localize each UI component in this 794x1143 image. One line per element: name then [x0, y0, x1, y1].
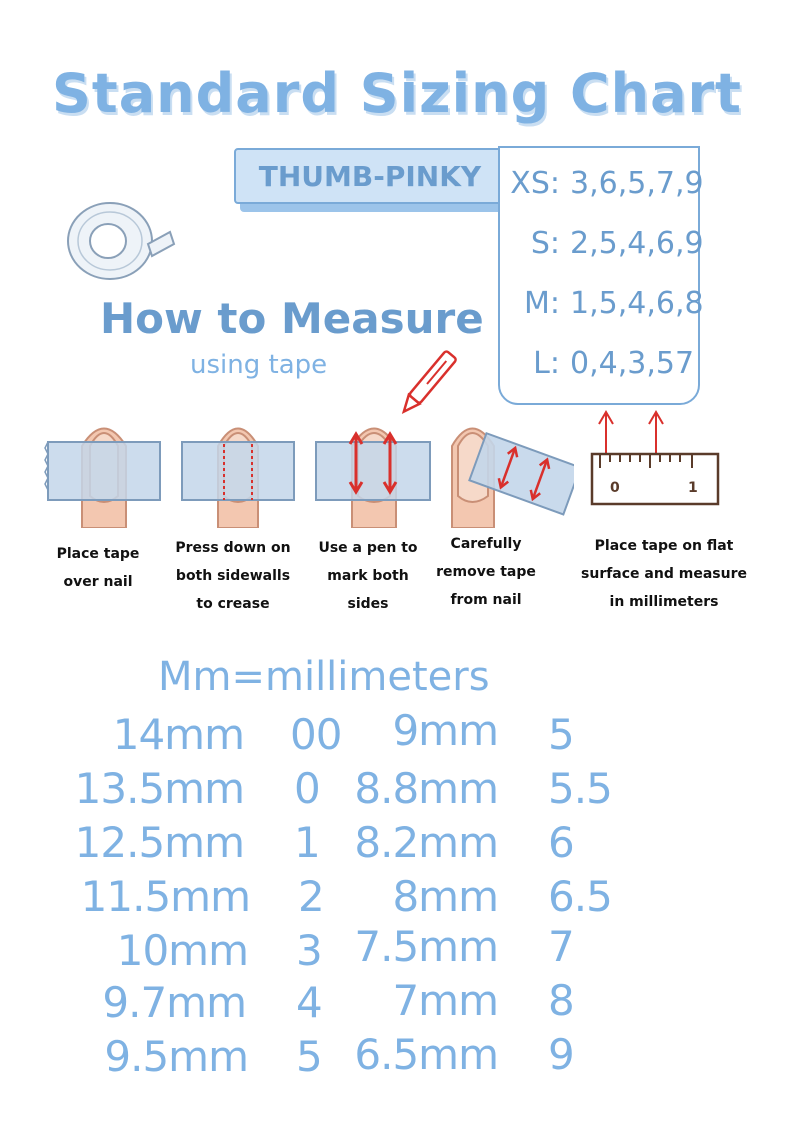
size-row-m — [508, 286, 704, 321]
step-4-illustration — [444, 416, 574, 528]
left-size-cell: 0 — [294, 764, 320, 813]
left-size-cell: 4 — [296, 978, 322, 1027]
size-values: 3,6,5,7,9 — [570, 166, 704, 201]
left-mm-cell: 9.5mm — [104, 1032, 248, 1081]
right-size-cell: 6.5 — [548, 872, 612, 921]
size-row-s — [508, 226, 704, 261]
right-size-cell: 9 — [548, 1030, 574, 1079]
left-size-cell: 1 — [294, 818, 320, 867]
left-mm-cell: 10mm — [116, 926, 248, 975]
right-mm-cell: 7.5mm — [354, 922, 498, 971]
tape-roll-icon — [60, 196, 180, 286]
right-size-cell: 5 — [548, 710, 574, 759]
step-1-illustration — [44, 416, 164, 528]
right-size-cell: 8 — [548, 976, 574, 1025]
step-2-illustration — [178, 416, 298, 528]
size-values: 2,5,4,6,9 — [570, 226, 704, 261]
right-mm-cell: 9mm — [392, 706, 498, 755]
step-5-caption: Place tape on flat surface and measure in millimeters — [581, 538, 747, 610]
size-label: XS: — [510, 166, 560, 201]
left-mm-cell: 13.5mm — [74, 764, 244, 813]
left-mm-cell: 14mm — [112, 710, 244, 759]
left-size-cell: 2 — [298, 872, 324, 921]
pen-icon — [392, 344, 462, 424]
how-to-subtitle: using tape — [190, 350, 328, 380]
sizes-box — [498, 146, 704, 405]
right-size-cell: 5.5 — [548, 764, 612, 813]
size-row-l — [508, 346, 698, 381]
left-size-cell: 5 — [296, 1032, 322, 1081]
step-2-caption: Press down on both sidewalls to crease — [175, 540, 291, 612]
step-4-caption: Carefully remove tape from nail — [436, 536, 536, 608]
thumb-pinky-tab — [234, 148, 506, 204]
ruler-illustration — [588, 404, 722, 508]
ruler-mark-0: 0 — [610, 480, 620, 496]
how-to-title: How to Measure — [100, 294, 484, 343]
step-3-illustration — [312, 416, 434, 528]
left-mm-cell: 9.7mm — [102, 978, 246, 1027]
step-3-caption: Use a pen to mark both sides — [318, 540, 418, 612]
right-size-cell: 7 — [548, 922, 574, 971]
right-mm-cell: 8.2mm — [354, 818, 498, 867]
right-mm-cell: 8mm — [392, 872, 498, 921]
right-mm-cell: 8.8mm — [354, 764, 498, 813]
left-mm-cell: 11.5mm — [80, 872, 250, 921]
mm-legend: Mm=millimeters — [158, 654, 490, 700]
left-size-cell: 00 — [290, 710, 342, 759]
size-values: 1,5,4,6,8 — [570, 286, 704, 321]
ruler-mark-1: 1 — [688, 480, 698, 496]
right-mm-cell: 7mm — [392, 976, 498, 1025]
left-mm-cell: 12.5mm — [74, 818, 244, 867]
left-size-cell: 3 — [296, 926, 322, 975]
size-label: M: — [524, 286, 560, 321]
right-mm-cell: 6.5mm — [354, 1030, 498, 1079]
right-size-cell: 6 — [548, 818, 574, 867]
size-row-xs — [508, 166, 704, 201]
thumb-pinky-label: THUMB-PINKY — [258, 160, 482, 193]
size-values: 0,4,3,57 — [570, 346, 695, 381]
size-label: L: — [533, 346, 560, 381]
size-label: S: — [530, 226, 560, 261]
page-title: Standard Sizing Chart — [52, 62, 742, 125]
step-1-caption: Place tape over nail — [56, 546, 140, 590]
